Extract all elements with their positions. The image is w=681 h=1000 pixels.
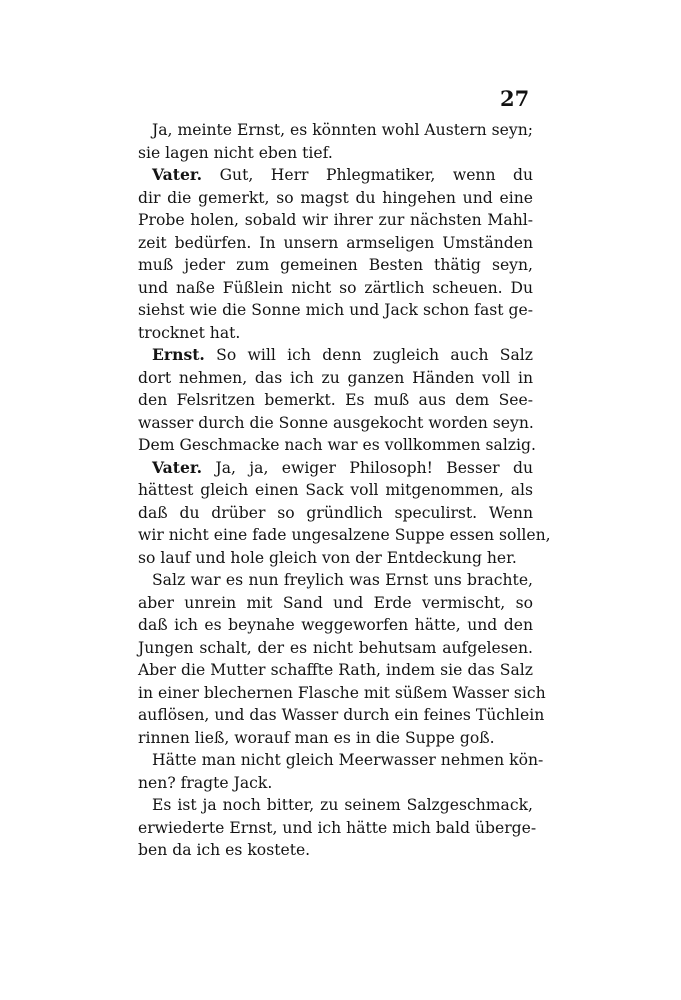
text-line bbox=[138, 232, 533, 255]
body-text bbox=[138, 119, 551, 862]
line-text: hättest gleich einen Sack voll mitgenommen, als bbox=[138, 481, 533, 499]
speaker-name: Vater. bbox=[152, 165, 203, 184]
text-line bbox=[138, 479, 533, 502]
line-text: Ja, meinte Ernst, es könnten wohl Austern seyn; bbox=[152, 121, 533, 139]
line-text: Dem Geschmacke nach war es vollkommen salzig. bbox=[138, 436, 536, 454]
line-text: sie lagen nicht eben tief. bbox=[138, 143, 333, 162]
text-line bbox=[138, 569, 533, 592]
text-line bbox=[138, 547, 533, 570]
text-line bbox=[138, 704, 545, 727]
text-line bbox=[138, 299, 533, 322]
text-line bbox=[138, 592, 533, 615]
line-text: auflösen, und das Wasser durch ein feines Tüchlein bbox=[138, 706, 545, 724]
line-text: Probe holen, sobald wir ihrer zur nächsten Mahl- bbox=[138, 211, 533, 229]
text-line bbox=[138, 254, 533, 277]
text-line bbox=[138, 142, 533, 165]
text-line bbox=[138, 119, 533, 142]
speaker-name: Ernst. bbox=[152, 345, 205, 364]
line-text: Aber die Mutter schaffte Rath, indem sie das Salz bbox=[138, 661, 533, 679]
text-line bbox=[138, 524, 551, 547]
text-line bbox=[138, 659, 533, 682]
line-text: ben da ich es kostete. bbox=[138, 841, 311, 859]
text-line bbox=[138, 322, 533, 345]
line-text: wasser durch die Sonne ausgekocht worden seyn. bbox=[138, 413, 534, 432]
line-text: Jungen schalt, der es nicht behutsam aufgelesen. bbox=[138, 638, 533, 657]
line-text: daß ich es beynahe weggeworfen hätte, und den bbox=[138, 616, 533, 634]
text-line bbox=[138, 164, 533, 187]
text-line bbox=[138, 727, 533, 750]
line-text: dort nehmen, das ich zu ganzen Händen voll in bbox=[138, 368, 533, 387]
line-text: Ja, ja, ewiger Philosoph! Besser du bbox=[202, 458, 533, 477]
line-text: und naße Füßlein nicht so zärtlich scheuen. Du bbox=[138, 278, 533, 297]
text-line bbox=[138, 277, 533, 300]
text-line bbox=[138, 749, 544, 772]
line-text: zeit bedürfen. In unsern armseligen Umständen bbox=[138, 233, 533, 252]
line-text: So will ich denn zugleich auch Salz bbox=[204, 346, 533, 364]
line-text: wir nicht eine fade ungesalzene Suppe essen sollen, bbox=[138, 526, 551, 544]
text-line bbox=[138, 389, 533, 412]
line-text: in einer blechernen Flasche mit süßem Wasser sich bbox=[138, 683, 546, 702]
line-text: so lauf und hole gleich von der Entdeckung her. bbox=[138, 548, 517, 567]
line-text: den Felsritzen bemerkt. Es muß aus dem See- bbox=[138, 391, 533, 409]
text-line bbox=[138, 614, 533, 637]
page-number: 27 bbox=[500, 86, 530, 111]
text-line bbox=[138, 187, 533, 210]
text-line bbox=[138, 772, 533, 795]
line-text: Hätte man nicht gleich Meerwasser nehmen kön- bbox=[152, 751, 544, 769]
line-text: Gut, Herr Phlegmatiker, wenn du bbox=[202, 166, 533, 184]
line-text: daß du drüber so gründlich speculirst. Wenn bbox=[138, 503, 533, 522]
text-line bbox=[138, 367, 533, 390]
line-text: siehst wie die Sonne mich und Jack schon fast ge- bbox=[138, 301, 533, 319]
text-line bbox=[138, 794, 533, 817]
line-text: Es ist ja noch bitter, zu seinem Salzgeschmack, bbox=[152, 796, 533, 814]
line-text: trocknet hat. bbox=[138, 323, 241, 342]
line-text: dir die gemerkt, so magst du hingehen und eine bbox=[138, 188, 533, 207]
text-line bbox=[138, 682, 546, 705]
text-line bbox=[138, 344, 533, 367]
line-text: Salz war es nun freylich was Ernst uns brachte, bbox=[152, 571, 533, 589]
text-line bbox=[138, 412, 533, 435]
line-text: erwiederte Ernst, und ich hätte mich bald überge- bbox=[138, 818, 537, 837]
line-text: muß jeder zum gemeinen Besten thätig seyn, bbox=[138, 256, 533, 274]
text-line bbox=[138, 209, 533, 232]
text-line bbox=[138, 434, 536, 457]
text-line bbox=[138, 637, 533, 660]
speaker-name: Vater. bbox=[152, 457, 203, 477]
text-line bbox=[138, 817, 537, 840]
line-text: nen? fragte Jack. bbox=[138, 773, 273, 792]
text-line bbox=[138, 502, 533, 525]
text-line bbox=[138, 457, 533, 480]
line-text: aber unrein mit Sand und Erde vermischt, so bbox=[138, 593, 533, 612]
line-text: rinnen ließ, worauf man es in die Suppe goß. bbox=[138, 728, 495, 747]
text-line bbox=[138, 839, 533, 862]
